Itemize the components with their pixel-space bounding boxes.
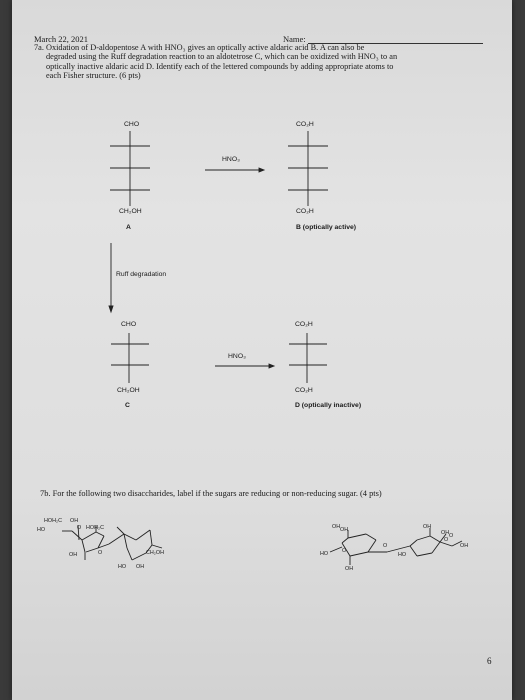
disaccharide-2-label-9: HO — [398, 552, 407, 558]
worksheet-page — [12, 0, 512, 700]
compound-d-letter: D (optically inactive) — [295, 402, 362, 409]
disaccharide-1-label-10: OH — [136, 564, 145, 570]
hno3-arrow-2 — [215, 364, 274, 368]
arrow-2-label: HNO₃ — [228, 353, 246, 360]
compound-d-bottom: CO₂H — [295, 387, 313, 394]
disaccharide-2-label-11: O — [449, 533, 454, 539]
disaccharide-2-label-12: OH — [460, 543, 469, 549]
name-label: Name: — [283, 34, 306, 44]
disaccharide-2-label-5: OH — [345, 566, 354, 572]
ruff-degradation-arrow — [109, 243, 113, 312]
disaccharide-2-label-6: OH — [423, 524, 432, 530]
disaccharide-2-label-2: OH — [340, 527, 349, 533]
compound-a-letter: A — [126, 224, 131, 231]
compound-b-letter: B (optically active) — [296, 224, 357, 231]
question-7a-line-1: 7a. Oxidation of D-aldopentose A with HNO₃ gives an optically active aldaric acid B. A can also be — [34, 43, 365, 52]
ruff-degradation-label: Ruff degradation — [116, 271, 167, 278]
disaccharide-1-label-1: HOH₂C — [44, 518, 62, 524]
fischer-projection-C — [111, 333, 149, 383]
disaccharide-1-label-2: OH — [70, 518, 79, 524]
fischer-scheme-drawing — [12, 0, 512, 700]
compound-d-top: CO₂H — [295, 321, 313, 328]
disaccharide-1-label-7: O — [98, 550, 103, 556]
fischer-projection-B — [288, 131, 328, 206]
question-7a-line-2: degraded using the Ruff degradation reaction to an aldotetrose C, which can be oxidized with HNO₃ to an — [46, 52, 398, 62]
fischer-projection-D — [289, 333, 327, 383]
compound-c-bottom: CH₂OH — [117, 387, 140, 394]
question-7a-line-4: each Fisher structure. (6 pts) — [46, 71, 141, 81]
question-7b: 7b. For the following two disaccharides, label if the sugars are reducing or non-reducing sugar. (4 pts) — [40, 489, 382, 498]
disaccharide-1-label-5: HOH₂C — [86, 525, 104, 531]
disaccharide-2-label-8: O — [444, 537, 449, 543]
disaccharide-2-label-1: OH — [332, 524, 341, 530]
arrow-1-label: HNO₃ — [222, 156, 240, 163]
compound-c-top: CHO — [121, 321, 137, 328]
date-text: March 22, 2021 — [34, 34, 89, 44]
compound-b-bottom: CO₂H — [296, 208, 314, 215]
hno3-arrow-1 — [205, 168, 264, 172]
disaccharide-2-label-7: O — [383, 543, 388, 549]
disaccharide-2-label-10: OH — [441, 530, 450, 536]
disaccharide-2-label-3: O — [342, 548, 347, 554]
fischer-projection-A — [110, 131, 150, 206]
disaccharide-1-label-9: HO — [118, 564, 127, 570]
disaccharide-1-label-4: O — [77, 525, 82, 531]
disaccharide-1-label-3: HO — [37, 527, 46, 533]
disaccharide-2-label-4: HO — [320, 551, 329, 557]
question-7a-line-3: optically inactive aldaric acid D. Identify each of the lettered compounds by adding appropriate atoms to — [46, 61, 394, 71]
compound-a-bottom: CH₂OH — [119, 208, 142, 215]
compound-a-top: CHO — [124, 121, 140, 128]
disaccharide-1-label-6: OH — [69, 552, 78, 558]
disaccharide-1-label-8: CH₂OH — [146, 550, 164, 556]
page-number: 6 — [487, 656, 492, 666]
compound-c-letter: C — [125, 402, 130, 409]
compound-b-top: CO₂H — [296, 121, 314, 128]
